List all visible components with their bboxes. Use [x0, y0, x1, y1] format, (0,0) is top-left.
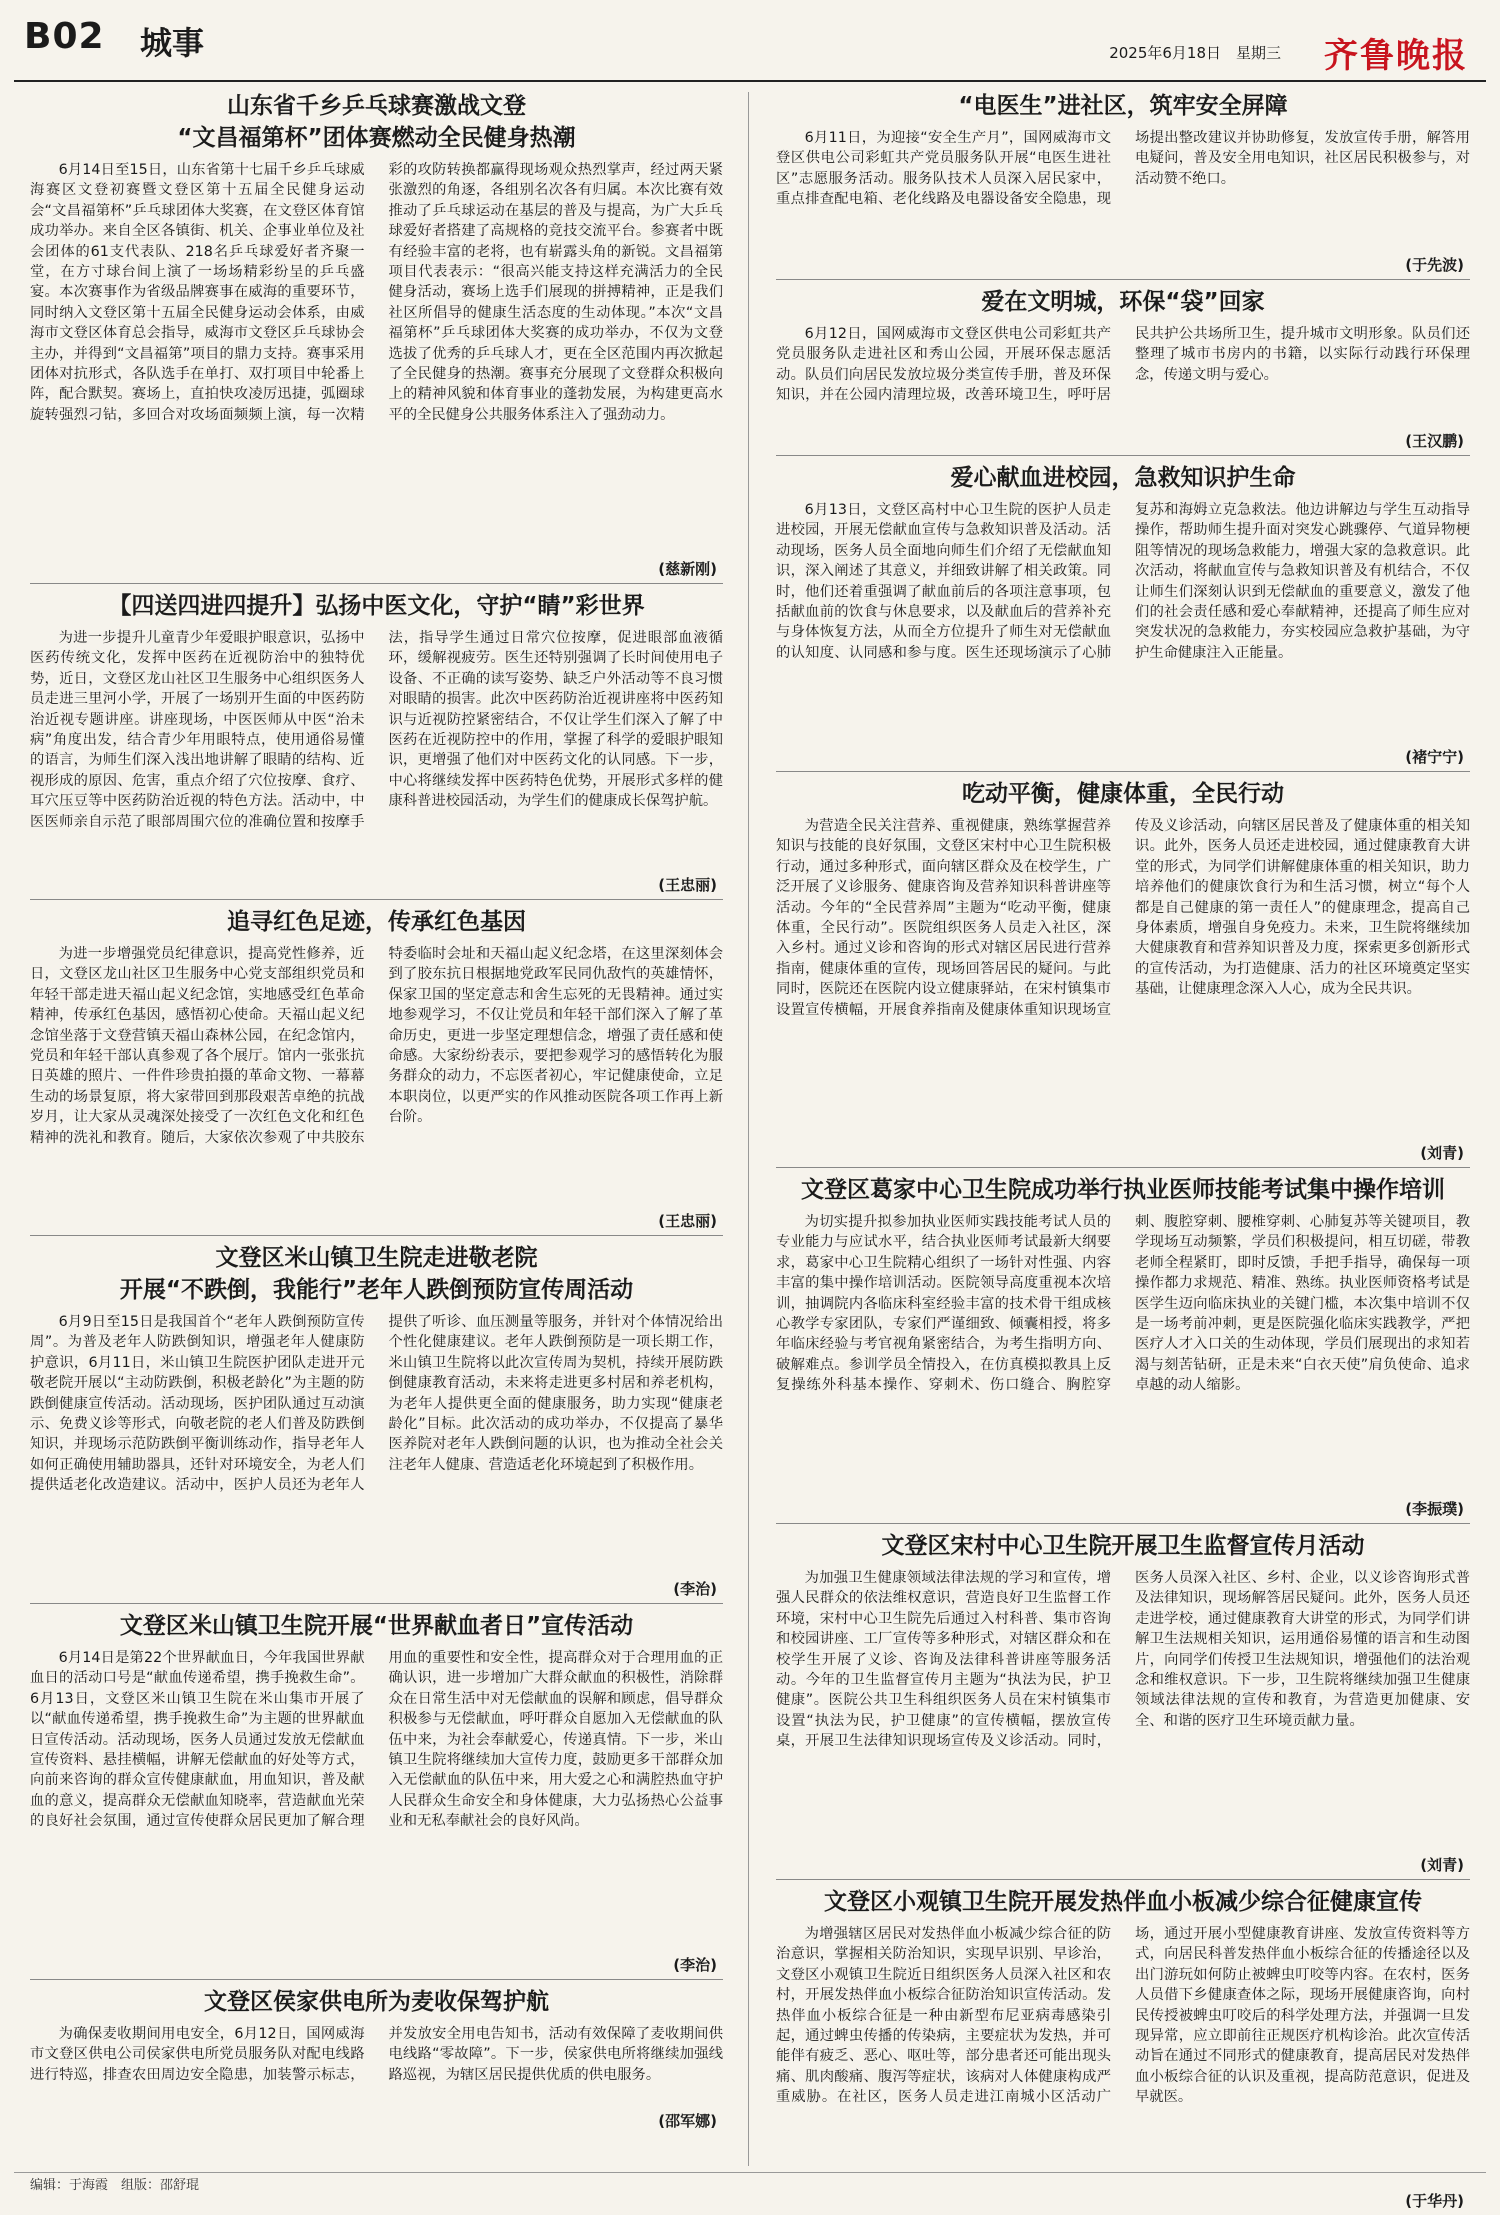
article-title-line: 文登区小观镇卫生院开展发热伴血小板减少综合征健康宣传 — [824, 1889, 1422, 1915]
article-nutrition-week — [776, 778, 1470, 1163]
issue-date: 2025年6月18日 — [1109, 44, 1221, 62]
article-separator — [776, 1879, 1470, 1880]
article-body: 为确保麦收期间用电安全，6月12日，国网威海市文登区供电公司侯家供电所党员服务队对配电线路进行特巡，排查农田周边安全隐患，加装警示标志，并发放安全用电告知书，活动有效保障了麦收期间供电线路“零故障”。下一步，侯家供电所将继续加强线路巡视，为辖区居民提供优质的供电服务。 — [30, 2026, 723, 2083]
article-byline: (刘青) — [1420, 1144, 1464, 1162]
article-title — [776, 1174, 1470, 1206]
article-separator — [30, 583, 723, 584]
article-byline: (李治) — [673, 1956, 717, 1974]
article-separator — [776, 1523, 1470, 1524]
article-title — [30, 1242, 723, 1306]
article-pingpong — [30, 90, 723, 579]
article-title-line: 文登区米山镇卫生院开展“世界献血者日”宣传活动 — [119, 1613, 634, 1639]
article-body: 为进一步增强党员纪律意识，提高党性修养，近日，文登区龙山社区卫生服务中心党支部组织党员和年轻干部走进天福山起义纪念馆，实地感受红色革命精神，传承红色基因，感悟初心使命。天福山起义纪念馆坐落于文登营镇天福山森林公园，在纪念馆内，党员和年轻干部认真参观了各个展厅。馆内一张张抗日英雄的照片、一件件珍贵拍摄的革命文物、一幕幕生动的场景复原，将大家带回到那段艰苦卓绝的抗战岁月，让大家从灵魂深处接受了一次红色文化和红色精神的洗礼和教育。随后，大家依次参观了中共胶东特委临时会址和天福山起义纪念塔，在这里深刻体会到了胶东抗日根据地党政军民同仇敌忾的英雄情怀，保家卫国的坚定意志和舍生忘死的无畏精神。通过实地参观学习，不仅让党员和年轻干部们深入了解了革命历史，更进一步坚定理想信念，增强了责任感和使命感。大家纷纷表示，要把参观学习的感悟转化为服务群众的动力，不忘医者初心，牢记健康使命，立足本职岗位，以更严实的作风推动医院各项工作再上新台阶。 — [30, 946, 723, 1146]
article-title-line: 文登区葛家中心卫生院成功举行执业医师技能考试集中操作培训 — [801, 1177, 1445, 1203]
article-body: 为加强卫生健康领域法律法规的学习和宣传，增强人民群众的依法维权意识，营造良好卫生监督工作环境，宋村中心卫生院先后通过入村科普、集市咨询和校园讲座、工厂宣传等多种形式，对辖区群众和在校学生开展了义诊、咨询及法律科普讲座等服务活动。今年的卫生监督宣传月主题为“执法为民，护卫健康”。医院公共卫生科组织医务人员在宋村镇集市设置“执法为民，护卫健康”的宣传横幅，摆放宣传桌，开展卫生法律知识现场宣传及义诊活动。同时，医务人员深入社区、乡村、企业，以义诊咨询形式普及法律知识，现场解答居民疑问。此外，医务人员还走进学校，通过健康教育大讲堂的形式，为同学们讲解卫生法规相关知识，运用通俗易懂的语言和生动图片，向同学们传授卫生法规知识，增强他们的法治观念和维权意识。下一步，卫生院将继续加强卫生健康领域法律法规的宣传和教育，为营造更加健康、安全、和谐的医疗卫生环境贡献力量。 — [776, 1570, 1470, 1750]
article-electric-doctor — [776, 90, 1470, 275]
footer-rule — [14, 2172, 1486, 2173]
article-physician-training — [776, 1174, 1470, 1519]
article-title — [776, 286, 1470, 318]
article-byline: (褚宁宁) — [1405, 748, 1464, 766]
article-fall-prevention — [30, 1242, 723, 1599]
article-title-line: 爱在文明城，环保“袋”回家 — [981, 289, 1265, 315]
right-column — [776, 88, 1470, 2215]
article-title — [30, 90, 723, 154]
article-title-line: 文登区米山镇卫生院走进敬老院 — [215, 1245, 538, 1271]
section-name: 城事 — [140, 24, 205, 62]
article-separator — [776, 1167, 1470, 1168]
article-eco-bag — [776, 286, 1470, 451]
article-body: 为切实提升拟参加执业医师实践技能考试人员的专业能力与应试水平，结合执业医师考试最新大纲要求，葛家中心卫生院精心组织了一场针对性强、内容丰富的集中操作培训活动。医院领导高度重视本次培训，抽调院内各临床科室经验丰富的技术骨干组成核心教学专家团队，专家们严谨细致、倾囊相授，将多年临床经验与考官视角紧密结合，为考生指明方向、破解难点。参训学员全情投入，在仿真模拟教具上反复操练外科基本操作、穿刺术、伤口缝合、胸腔穿刺、腹腔穿刺、腰椎穿刺、心肺复苏等关键项目，教学现场互动频繁，学员们积极提问，相互切磋，带教老师全程紧盯，即时反馈，手把手指导，确保每一项操作都力求规范、精准、熟练。执业医师资格考试是医学生迈向临床执业的关键门槛，本次集中培训不仅是一场考前冲刺，更是医院强化临床实践教学，严把医疗人才入口关的生动体现，学员们展现出的求知若渴与刻苦钻研，正是未来“白衣天使”肩负使命、追求卓越的动人缩影。 — [776, 1214, 1470, 1394]
article-byline: (于先波) — [1405, 256, 1464, 274]
article-tcm-eye — [30, 590, 723, 895]
article-byline: (李治) — [673, 1580, 717, 1598]
article-title-line: “电医生”进社区，筑牢安全屏障 — [958, 93, 1288, 119]
article-separator — [776, 771, 1470, 772]
article-body: 为进一步提升儿童青少年爱眼护眼意识，弘扬中医药传统文化，发挥中医药在近视防治中的独特优势，近日，文登区龙山社区卫生服务中心组织医务人员走进三里河小学，开展了一场别开生面的中医药防治近视专题讲座。讲座现场，中医医师从中医“治未病”角度出发，结合青少年用眼特点，使用通俗易懂的语言，为师生们深入浅出地讲解了眼睛的结构、近视形成的原因、危害，重点介绍了穴位按摩、食疗、耳穴压豆等中医药防治近视的特色方法。活动中，中医医师亲自示范了眼部周围穴位的准确位置和按摩手法，指导学生通过日常穴位按摩，促进眼部血液循环，缓解视疲劳。医生还特别强调了长时间使用电子设备、不正确的读写姿势、缺乏户外活动等不良习惯对眼睛的损害。此次中医药防治近视讲座将中医药知识与近视防控紧密结合，不仅让学生们深入了解了中医药在近视防控中的作用，掌握了科学的爱眼护眼知识，更增强了他们对中医药文化的认同感。下一步，中心将继续发挥中医药特色优势，开展形式多样的健康科普进校园活动，为学生们的健康成长保驾护航。 — [30, 630, 723, 830]
article-title-line: 【四送四进四提升】弘扬中医文化，守护“睛”彩世界 — [108, 593, 645, 619]
article-separator — [30, 899, 723, 900]
newspaper-logo: 齐鲁晚报 — [1324, 36, 1468, 76]
article-school-blood — [776, 462, 1470, 767]
article-title-line: 开展“不跌倒，我能行”老年人跌倒预防宣传周活动 — [119, 1277, 634, 1303]
article-byline: (李振璞) — [1405, 1500, 1464, 1518]
article-byline: (邵军娜) — [658, 2112, 717, 2130]
article-separator — [776, 455, 1470, 456]
article-body: 6月14日是第22个世界献血日，今年我国世界献血日的活动口号是“献血传递希望，携手挽救生命”。6月13日，文登区米山镇卫生院在米山集市开展了以“献血传递希望，携手挽救生命”为主题的世界献血日宣传活动。活动现场，医务人员通过发放无偿献血宣传资料、悬挂横幅，讲解无偿献血的好处等方式，向前来咨询的群众宣传健康献血，用血知识，普及献血的意义，提高群众无偿献血知晓率，营造献血光荣的良好社会氛围，通过宣传使群众居民更加了解合理用血的重要性和安全性，提高群众对于合理用血的正确认识，进一步增加广大群众献血的积极性，消除群众在日常生活中对无偿献血的误解和顾虑，倡导群众积极参与无偿献血，呼吁群众自愿加入无偿献血的队伍中来，为社会奉献爱心，传递真情。下一步，米山镇卫生院将继续加大宣传力度，鼓励更多干部群众加入无偿献血的队伍中来，用大爱之心和满腔热血守护人民群众生命安全和身体健康，大力弘扬热心公益事业和无私奉献社会的良好风尚。 — [30, 1650, 723, 1830]
article-title-line: 山东省千乡乒乓球赛激战文登 — [227, 93, 526, 119]
article-title — [776, 462, 1470, 494]
article-separator — [30, 1603, 723, 1604]
article-body: 6月13日，文登区高村中心卫生院的医护人员走进校园，开展无偿献血宣传与急救知识普及活动。活动现场，医务人员全面地向师生们介绍了无偿献血知识，深入阐述了其意义，并细致讲解了相关政策。同时，他们还着重强调了献血前后的各项注意事项，包括献血前的饮食与休息要求，以及献血后的营养补充与身体恢复方法，从而全方位提升了师生对无偿献血的认知度、认同感和参与度。医生还现场演示了心肺复苏和海姆立克急救法。他边讲解边与学生互动指导操作，帮助师生提升面对突发心跳骤停、气道异物梗阻等情况的现场急救能力，增强大家的急救意识。此次活动，将献血宣传与急救知识普及有机结合，不仅让师生们深刻认识到无偿献血的重要意义，激发了他们的社会责任感和爱心奉献精神，还提高了师生应对突发状况的急救能力，夯实校园应急救护基础，为守护生命健康注入正能量。 — [776, 502, 1470, 661]
article-title — [776, 778, 1470, 810]
article-byline: (慈新刚) — [658, 560, 717, 578]
column-divider — [748, 92, 749, 2166]
article-separator — [776, 279, 1470, 280]
article-title-line: 文登区宋村中心卫生院开展卫生监督宣传月活动 — [881, 1533, 1365, 1559]
article-byline: (王忠丽) — [658, 1212, 717, 1230]
header-rule — [14, 80, 1486, 82]
article-title-line: 追寻红色足迹，传承红色基因 — [227, 909, 526, 935]
article-power-harvest — [30, 1986, 723, 2131]
article-separator — [30, 1979, 723, 1980]
article-title — [30, 1610, 723, 1642]
article-title-line: “文昌福第杯”团体赛燃动全民健身热潮 — [177, 125, 576, 151]
issue-weekday: 星期三 — [1235, 44, 1281, 62]
article-blood-donor-day — [30, 1610, 723, 1975]
article-body: 6月14日至15日，山东省第十七届千乡乒乓球威海赛区文登初赛暨文登区第十五届全民健身运动会“文昌福第杯”乒乓球团体大奖赛，在文登区体育馆成功举办。来自全区各镇街、机关、企事业单位及社会团体的61支代表队、218名乒乓球爱好者齐聚一堂，在方寸球台间上演了一场场精彩纷呈的乒乓盛宴。本次赛事作为省级品牌赛事在威海的重要环节，同时纳入文登区第十五届全民健身运动会体系，由威海市文登区体育总会指导，威海市文登区乒乓球协会主办，并得到“文昌福第”项目的鼎力支持。赛事采用团体对抗形式，各队选手在单打、双打项目中轮番上阵，配合默契。赛场上，直拍快攻凌厉迅捷，弧圈球旋转强烈刁钻，多回合对攻场面频频上演，每一次精彩的攻防转换都赢得现场观众热烈掌声，经过两天紧张激烈的角逐，各组别名次各有归属。本次比赛有效推动了乒乓球运动在基层的普及与提高，为广大乒乓球爱好者搭建了高规格的竞技交流平台。参赛者中既有经验丰富的老将，也有崭露头角的新锐。文昌福第项目代表表示：“很高兴能支持这样充满活力的全民健身活动，赛场上选手们展现的拼搏精神，正是我们社区所倡导的健康生活态度的生动体现。”本次“文昌福第杯”乒乓球团体大奖赛的成功举办，不仅为文登选拔了优秀的乒乓球人才，更在全区范围内再次掀起了全民健身的热潮。赛事充分展现了文登群众积极向上的精神风貌和体育事业的蓬勃发展，为构建更高水平的全民健身公共服务体系注入了强劲动力。 — [30, 162, 723, 423]
article-body: 6月9日至15日是我国首个“老年人跌倒预防宣传周”。为普及老年人防跌倒知识，增强老年人健康防护意识，6月11日，米山镇卫生院医护团队走进开元敬老院开展以“主动防跌倒，积极老龄化”为主题的防跌倒健康宣传活动。活动现场，医护团队通过互动演示、免费义诊等形式，向敬老院的老人们普及防跌倒知识，并现场示范防跌倒平衡训练动作，指导老年人如何正确使用辅助器具，还针对环境安全，为老人们提供适老化改造建议。活动中，医护人员还为老年人提供了听诊、血压测量等服务，并针对个体情况给出个性化健康建议。老年人跌倒预防是一项长期工作，米山镇卫生院将以此次宣传周为契机，持续开展防跌倒健康教育活动，未来将走进更多村居和养老机构，为老年人提供更全面的健康服务，助力实现“健康老龄化”目标。此次活动的成功举办，不仅提高了暴华医养院对老年人跌倒问题的认识，也为推动全社会关注老年人健康、营造适老化环境起到了积极作用。 — [30, 1314, 723, 1494]
article-title-line: 文登区侯家供电所为麦收保驾护航 — [204, 1989, 549, 2015]
article-title — [30, 906, 723, 938]
article-title — [776, 1886, 1470, 1918]
article-title — [776, 1530, 1470, 1562]
left-column — [30, 88, 723, 2135]
article-byline: (刘青) — [1420, 1856, 1464, 1874]
article-title-line: 爱心献血进校园，急救知识护生命 — [950, 465, 1296, 491]
masthead — [14, 0, 1486, 76]
article-body: 为营造全民关注营养、重视健康，熟练掌握营养知识与技能的良好氛围，文登区宋村中心卫生院积极行动，通过多种形式，面向辖区群众及在校学生，广泛开展了义诊服务、健康咨询及营养知识科普讲座等活动。今年的“全民营养周”主题为“吃动平衡，健康体重，全民行动”。医院组织医务人员走入社区，深入乡村。通过义诊和咨询的形式对辖区居民进行营养指南，健康体重的宣传，现场回答居民的疑问。与此同时，医院还在医院内设立健康驿站，在宋村镇集市设置宣传横幅，开展食养指南及健康体重知识现场宣传及义诊活动，向辖区居民普及了健康体重的相关知识。此外，医务人员还走进校园，通过健康教育大讲堂的形式，为同学们讲解健康体重的相关知识，助力培养他们的健康饮食行为和生活习惯，树立“每个人都是自己健康的第一责任人”的健康理念，提高自己身体素质，增强自身免疫力。未来，卫生院将继续加大健康教育和营养知识普及力度，探索更多创新形式的宣传活动，为打造健康、活力的社区环境奠定坚实基础，让健康理念深入人心，成为全民共识。 — [776, 818, 1470, 1018]
article-sfts-campaign — [776, 1886, 1470, 2211]
article-separator — [30, 1235, 723, 1236]
article-title — [30, 1986, 723, 2018]
editor-credits: 编辑：于海霞 组版：邵舒琨 — [30, 2178, 200, 2193]
article-body: 为增强辖区居民对发热伴血小板减少综合征的防治意识，掌握相关防治知识，实现早识别、早诊治，文登区小观镇卫生院近日组织医务人员深入社区和农村，开展发热伴血小板综合征防治知识宣传活动。发热伴血小板综合征是一种由新型布尼亚病毒感染引起，通过蜱虫传播的传染病，主要症状为发热，并可能伴有疲乏、恶心、呕吐等，部分患者还可能出现头痛、肌肉酸痛、腹泻等症状，该病对人体健康构成严重威胁。在社区，医务人员走进江南城小区活动广场，通过开展小型健康教育讲座、发放宣传资料等方式，向居民科普发热伴血小板综合征的传播途径以及出门游玩如何防止被蜱虫叮咬等内容。在农村，医务人员借下乡健康查体之际，现场开展健康咨询，向村民传授被蜱虫叮咬后的科学处理方法，并强调一旦发现异常，应立即前往正规医疗机构诊治。此次宣传活动旨在通过不同形式的健康教育，提高居民对发热伴血小板综合征的认识及重视，提高防范意识，促进及早就医。 — [776, 1926, 1470, 2106]
article-health-supervision — [776, 1530, 1470, 1875]
article-body: 6月11日，为迎接“安全生产月”，国网威海市文登区供电公司彩虹共产党员服务队开展“电医生进社区”志愿服务活动。服务队技术人员深入居民家中，重点排查配电箱、老化线路及电器设备安全隐患，现场提出整改建议并协助修复，发放宣传手册，解答用电疑问，普及安全用电知识，社区居民积极参与，对活动赞不绝口。 — [776, 130, 1470, 208]
article-title — [30, 590, 723, 622]
article-byline: (王汉鹏) — [1405, 432, 1464, 450]
article-title — [776, 90, 1470, 122]
article-title-line: 吃动平衡，健康体重，全民行动 — [962, 781, 1284, 807]
article-red-gene — [30, 906, 723, 1231]
article-body: 6月12日，国网威海市文登区供电公司彩虹共产党员服务队走进社区和秀山公园，开展环保志愿活动。队员们向居民发放垃圾分类宣传手册，普及环保知识，并在公园内清理垃圾，改善环境卫生，呼吁居民共护公共场所卫生，提升城市文明形象。队员们还整理了城市书房内的书籍，以实际行动践行环保理念，传递文明与爱心。 — [776, 326, 1470, 404]
article-byline: (于华丹) — [1405, 2192, 1464, 2210]
page-code: B02 — [24, 16, 105, 57]
article-byline: (王忠丽) — [658, 876, 717, 894]
